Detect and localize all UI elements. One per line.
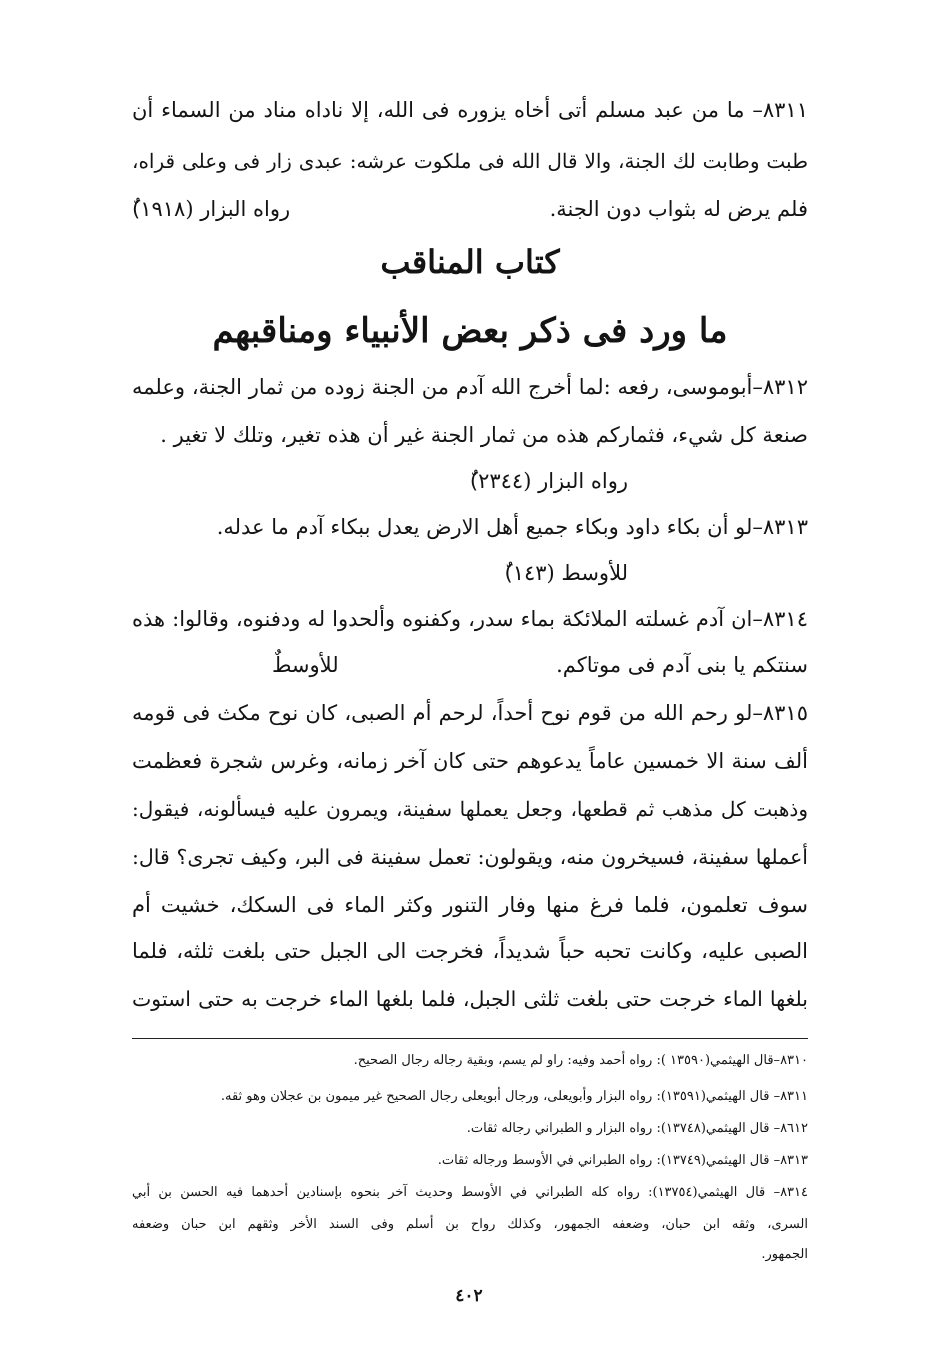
hadith-8312-line-2: صنعة كل شيء، فثماركم هذه من ثمار الجنة غير أن هذه تغير، وتلك لا تغير . [160,423,808,447]
hadith-8314-source: للأوسطٌ [272,653,339,677]
hadith-8311-line-3 [132,192,808,226]
hadith-8315-line-2: ألف سنة الا خمسين عاماً يدعوهم حتى كان آخر زمانه، وغرس شجرة فعظمت [132,749,808,773]
footnote-8310: ٨٣١٠–قال الهيثمي(١٣٥٩٠ ): رواه أحمد وفيه: راو لم يسم، وبقية رجاله رجال الصحيح. [353,1053,808,1068]
hadith-8315-line-5: سوف تعلمون، فلما فرغ منها وفار التنور وكثر الماء فى السكك، خشيت أم [132,893,808,917]
hadith-8313-source: للأوسط (١٤٣)ٌ [504,561,628,585]
footnote-8312: ٨٦١٢– قال الهيثمي(١٣٧٤٨): رواه البزار و الطبراني رجاله ثقات. [466,1121,808,1136]
hadith-8312-line-1: ٨٣١٢–أبوموسى، رفعه :لما أخرج الله آدم من الجنة زوده من ثمار الجنة، وعلمه [132,375,808,399]
hadith-8311-source: رواه البزار (١٩١٨)ٌ [132,197,291,221]
footnote-8313: ٨٣١٣– قال الهيثمي(١٣٧٤٩): رواه الطبراني في الأوسط ورجاله ثقات. [437,1153,808,1168]
footnote-8314-line-1: ٨٣١٤– قال الهيثمي(١٣٧٥٤): رواه كله الطبراني في الأوسط وحديث آخر بنحوه بإسنادين أحدهما فيه الحسن بن أبي [132,1185,808,1200]
hadith-8315-line-1: ٨٣١٥–لو رحم الله من قوم نوح أحداً، لرحم أم الصبى، كان نوح مكث فى قومه [132,701,808,725]
footnote-separator [132,1038,808,1039]
hadith-8315-line-4: أعملها سفينة، فسيخرون منه، ويقولون: تعمل سفينة فى البر، وكيف تجرى؟ قال: [132,845,808,869]
footnote-8311: ٨٣١١– قال الهيثمي(١٣٥٩١): رواه البزار وأبويعلى، ورجال أبويعلى رجال الصحيح غير ميمون بن عجلان وهو ثقه. [220,1089,808,1104]
hadith-8315-line-6: الصبى عليه، وكانت تحبه حباً شديداً، فخرجت الى الجبل حتى بلغت ثلثه، فلما [132,939,808,963]
hadith-8313-line-1: ٨٣١٣–لو أن بكاء داود وبكاء جميع أهل الارض يعدل ببكاء آدم ما عدله. [216,515,808,539]
hadith-8314-line-1: ٨٣١٤–ان آدم غسلته الملائكة بماء سدر، وكفنوه وألحدوا له ودفنوه، وقالوا: هذه [132,607,808,631]
hadith-8311-text-end: فلم يرض له بثواب دون الجنة. [549,197,808,221]
hadith-8314-line-2 [132,648,808,682]
hadith-8315-line-3: وذهبت كل مذهب ثم قطعها، وجعل يعملها سفينة، ويمرون عليه فيسألونه، فيقول: [132,797,808,821]
page-number: ٤٠٢ [455,1286,483,1306]
footnote-8314-line-3: الجمهور. [761,1247,808,1262]
hadith-8315-line-7: بلغها الماء خرجت حتى بلغت ثلثى الجبل، فلما بلغها الماء خرجت به حتى استوت [132,987,808,1011]
book-title: كتاب المناقب [380,243,560,281]
hadith-8312-source: رواه البزار (٢٣٤٤)ٌ [469,469,628,493]
chapter-title: ما ورد فى ذكر بعض الأنبياء ومناقبهم [212,311,728,351]
hadith-8311-line-2: طبت وطابت لك الجنة، والا قال الله فى ملكوت عرشه: عبدى زار فى وعلى قراه، [132,149,808,173]
hadith-8314-text-end: سنتكم يا بنى آدم فى موتاكم. [556,653,808,677]
hadith-8311-line-1: ٨٣١١– ما من عبد مسلم أتى أخاه يزوره فى الله، إلا ناداه مناد من السماء أن [132,98,808,122]
footnote-8314-line-2: السرى، وثقه ابن حبان، وضعفه الجمهور، وكذلك رواح بن أسلم وفى السند الأخر وثقهم ابن حبان وضعفه [132,1217,808,1232]
